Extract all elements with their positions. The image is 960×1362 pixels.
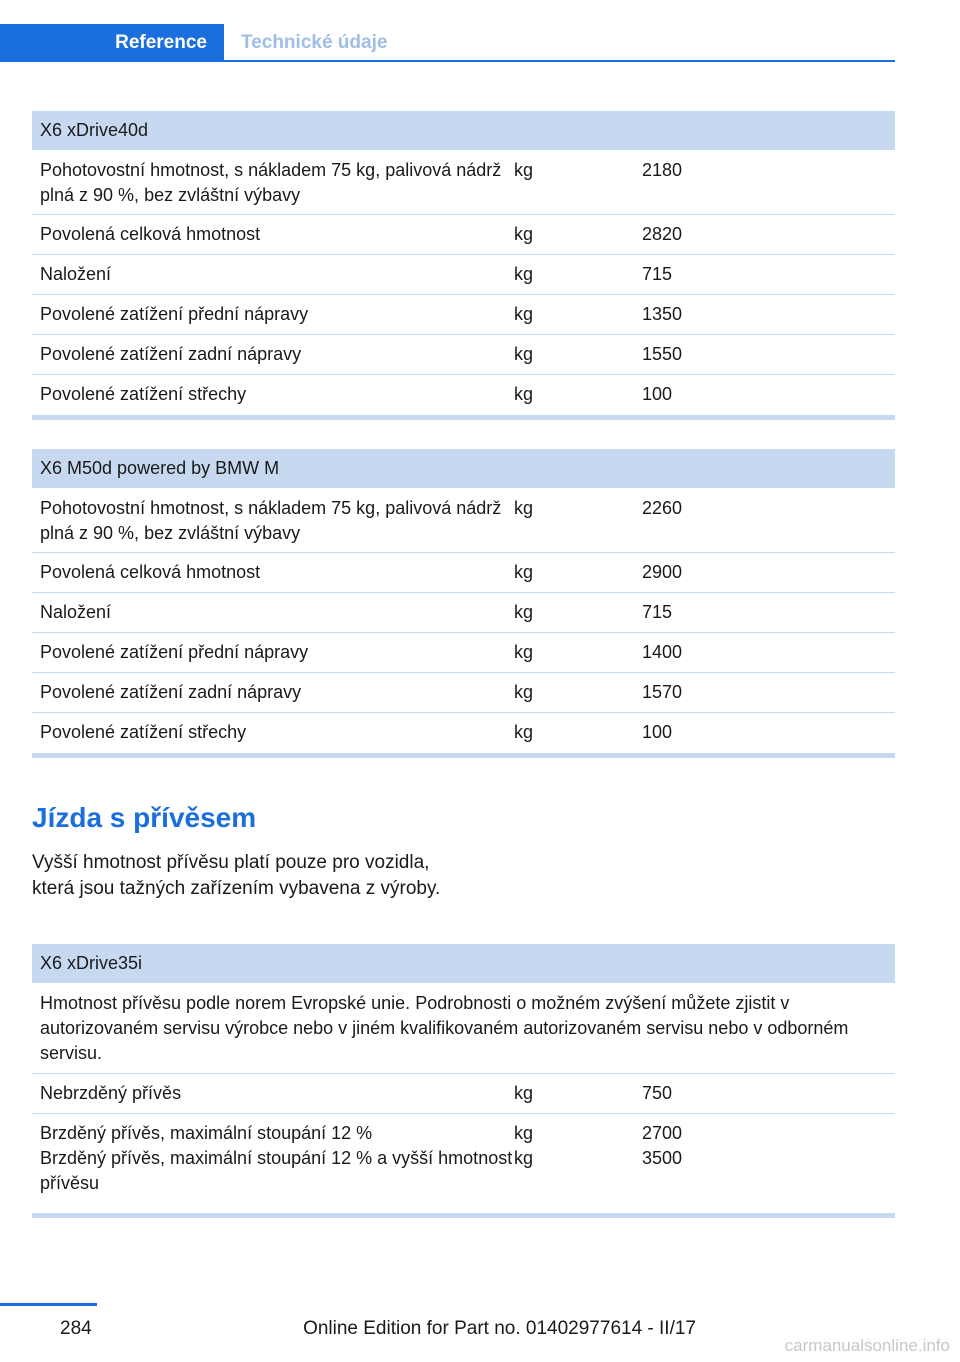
row-unit: kg (514, 498, 534, 518)
row-label: Povolené zatížení střechy (40, 722, 247, 742)
row-label: Povolené zatížení přední nápravy (40, 642, 309, 662)
row-unit: kg (514, 1123, 534, 1143)
chapter-tab-bar (0, 24, 895, 62)
row-label: Pohotovostní hmotnost, s nákladem 75 kg, palivová nádrž plná z 90 %, bez zvláštní výbavy (40, 498, 502, 543)
row-value: 100 (642, 722, 673, 742)
row-unit: kg (514, 722, 534, 742)
edition-note: Online Edition for Part no. 01402977614 - II/17 (303, 1318, 696, 1339)
tab-bar-underline (0, 60, 895, 62)
row-unit: kg (514, 344, 534, 364)
row-unit: kg (514, 160, 534, 180)
section-heading: Jízda s přívěsem (32, 802, 257, 833)
page-number: 284 (60, 1318, 92, 1339)
row-unit: kg (514, 562, 534, 582)
row-label: Povolené zatížení přední nápravy (40, 304, 309, 324)
table-row (32, 335, 895, 375)
section-intro: Vyšší hmotnost přívěsu platí pouze pro vozidla, která jsou tažných zařízením vybavena z výroby. (32, 852, 441, 899)
row-value: 715 (642, 264, 673, 284)
row-value: 2820 (642, 224, 683, 244)
row-label: Naložení (40, 602, 112, 622)
row-unit: kg (514, 264, 534, 284)
table-row (32, 553, 895, 593)
table-row (32, 1114, 895, 1146)
spec-table-x6-m50d (32, 449, 895, 758)
table-row (32, 713, 895, 753)
row-label: Brzděný přívěs, maximální stoupání 12 % a vyšší hmotnost přívěsu (40, 1148, 513, 1193)
tab-technical-data[interactable]: Technické údaje (241, 32, 388, 53)
table-row (32, 593, 895, 633)
row-label: Pohotovostní hmotnost, s nákladem 75 kg, palivová nádrž plná z 90 %, bez zvláštní výbavy (40, 160, 502, 205)
row-label: Povolená celková hmotnost (40, 562, 261, 582)
row-value: 2900 (642, 562, 683, 582)
table-title: X6 M50d powered by BMW M (32, 449, 895, 488)
row-label: Naložení (40, 264, 112, 284)
row-unit: kg (514, 642, 534, 662)
row-unit: kg (514, 1148, 534, 1168)
table-row (32, 633, 895, 673)
table-row (32, 295, 895, 335)
row-label: Brzděný přívěs, maximální stoupání 12 % (40, 1123, 373, 1143)
table-row (32, 375, 895, 415)
spec-table-x6-xdrive35i-trailer (32, 944, 895, 1218)
row-label: Povolené zatížení střechy (40, 384, 247, 404)
row-label: Povolené zatížení zadní nápravy (40, 682, 302, 702)
spec-table-x6-xdrive40d (32, 111, 895, 420)
page-number-rule (0, 1303, 97, 1306)
row-label: Nebrzděný přívěs (40, 1083, 182, 1103)
row-value: 2700 (642, 1123, 683, 1143)
row-unit: kg (514, 304, 534, 324)
row-unit: kg (514, 384, 534, 404)
row-label: Povolená celková hmotnost (40, 224, 261, 244)
table-note: Hmotnost přívěsu podle norem Evropské unie. Podrobnosti o možném zvýšení můžete zjistit v autorizovaném servisu výrobce nebo v jiném kvalifikovaném autorizovaném servisu nebo v odborném servisu. (40, 993, 849, 1063)
table-bottom-rule (32, 753, 895, 758)
watermark: carmanualsonline.info (784, 1336, 950, 1355)
table-bottom-rule (32, 1213, 895, 1218)
table-row (32, 1074, 895, 1114)
row-value: 3500 (642, 1148, 683, 1168)
row-value: 1570 (642, 682, 683, 702)
row-value: 715 (642, 602, 673, 622)
row-unit: kg (514, 602, 534, 622)
row-label: Povolené zatížení zadní nápravy (40, 344, 302, 364)
row-value: 750 (642, 1083, 673, 1103)
row-value: 2260 (642, 498, 683, 518)
table-row (32, 673, 895, 713)
table-title: X6 xDrive35i (32, 944, 895, 983)
table-row (32, 1146, 895, 1213)
row-value: 100 (642, 384, 673, 404)
row-unit: kg (514, 1083, 534, 1103)
row-value: 1350 (642, 304, 683, 324)
table-title: X6 xDrive40d (32, 111, 895, 150)
tab-reference[interactable]: Reference (0, 24, 224, 62)
table-note-row (32, 983, 895, 1074)
table-row (32, 215, 895, 255)
row-value: 2180 (642, 160, 683, 180)
row-unit: kg (514, 682, 534, 702)
table-row (32, 488, 895, 553)
row-value: 1550 (642, 344, 683, 364)
row-unit: kg (514, 224, 534, 244)
row-value: 1400 (642, 642, 683, 662)
table-row (32, 255, 895, 295)
table-row (32, 150, 895, 215)
table-bottom-rule (32, 415, 895, 420)
